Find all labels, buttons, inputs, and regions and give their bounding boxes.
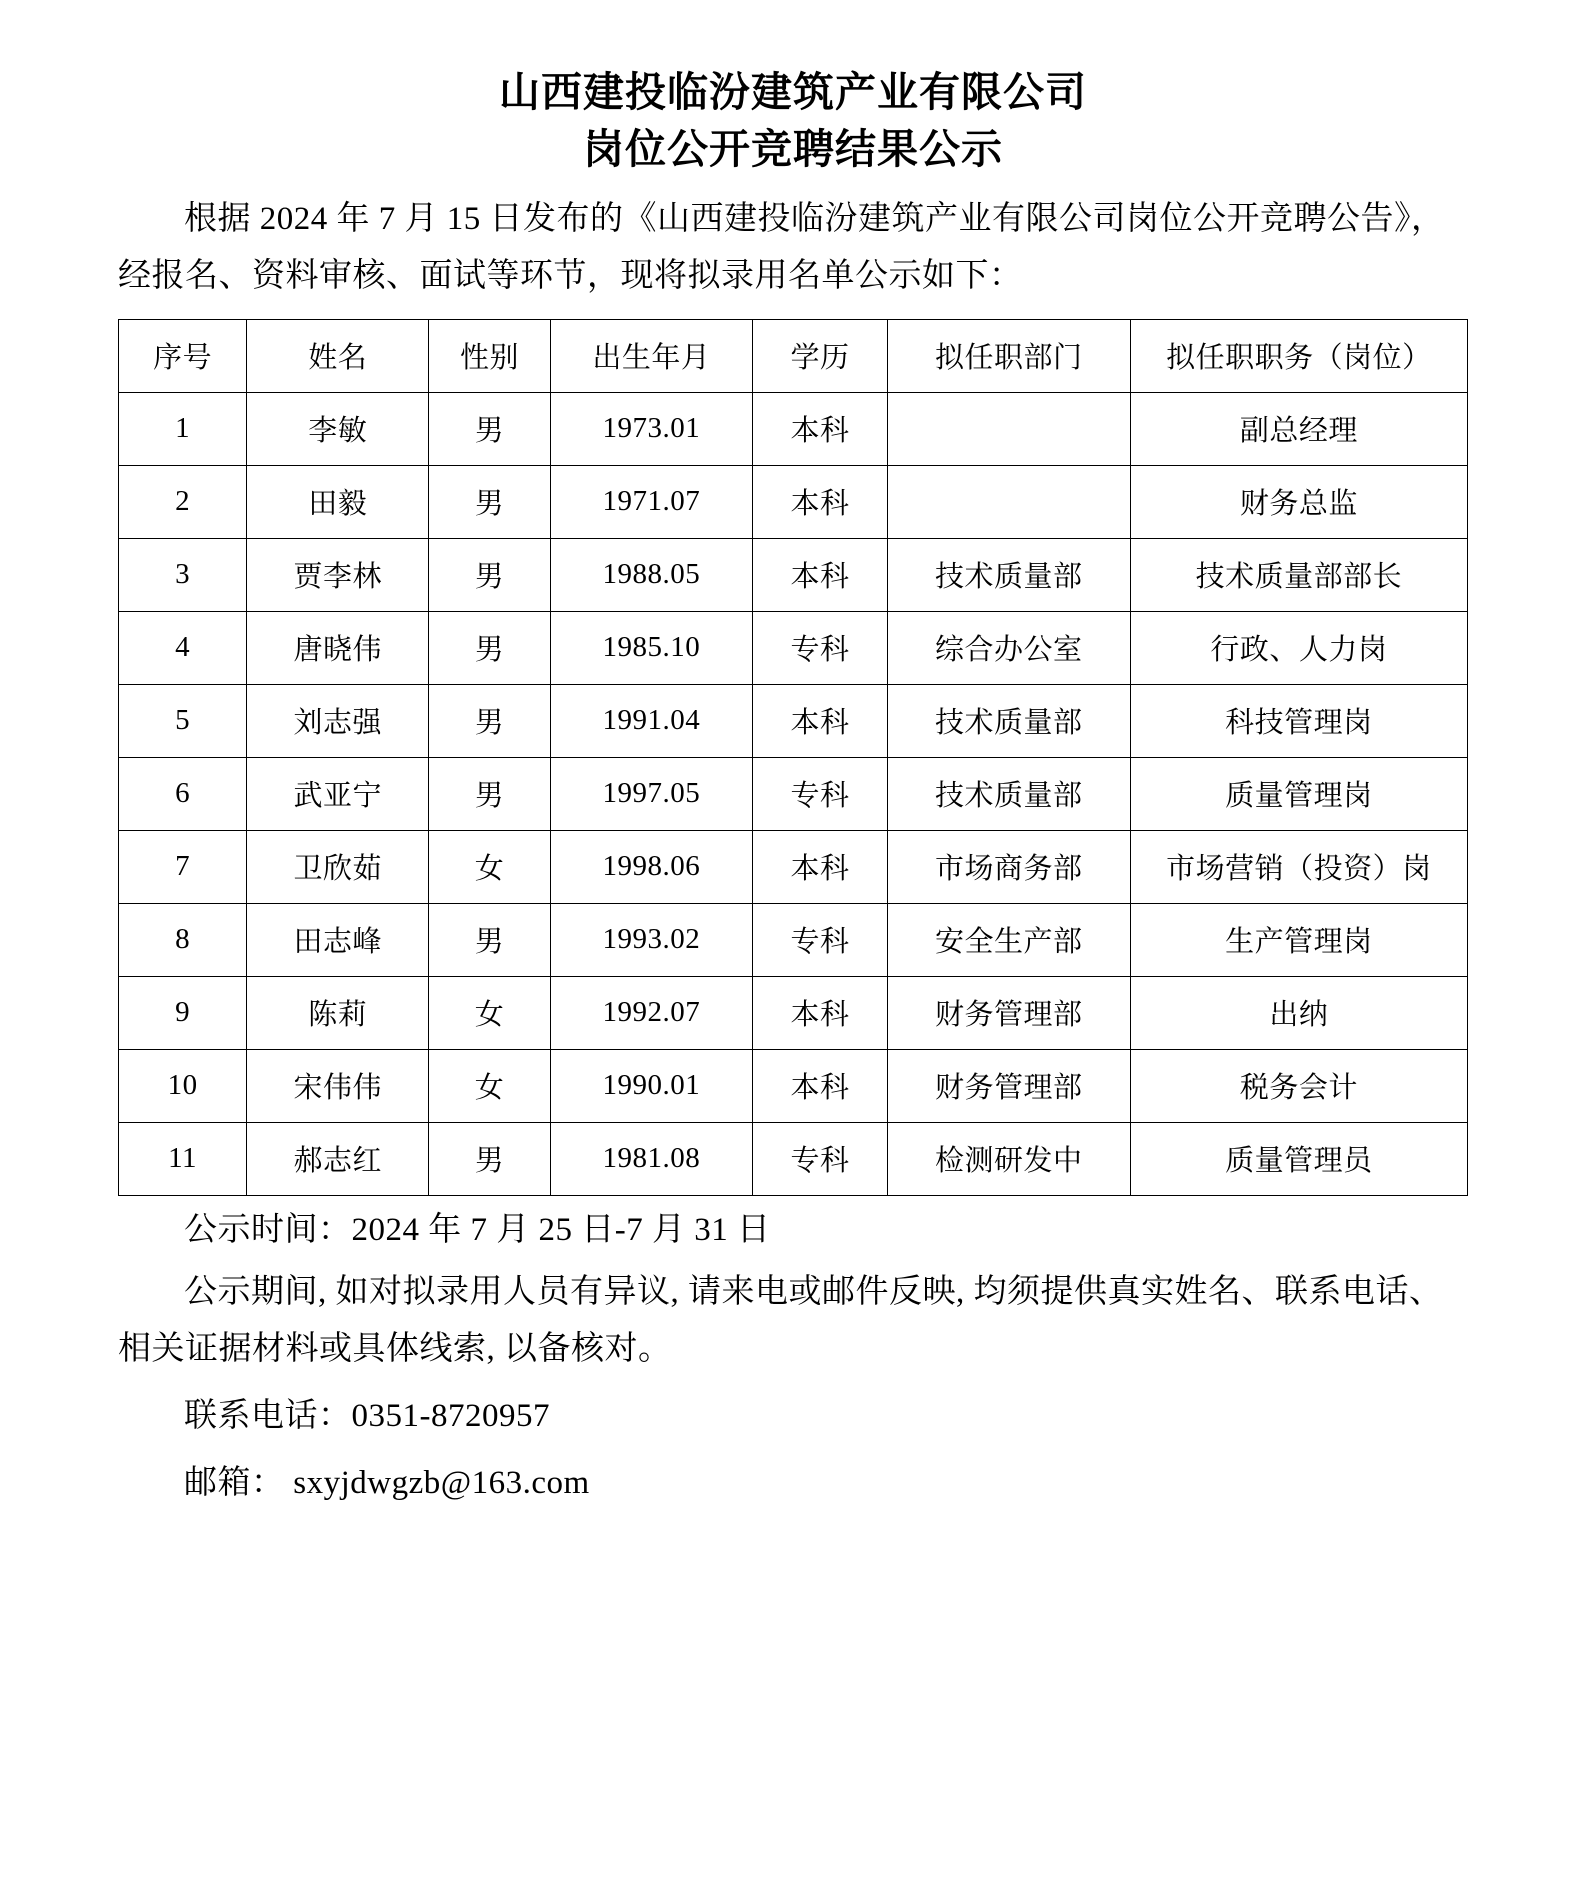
cell-department: 综合办公室 bbox=[887, 611, 1130, 684]
cell-index: 11 bbox=[119, 1122, 247, 1195]
table-header-row bbox=[119, 319, 1468, 392]
cell-sex: 男 bbox=[429, 392, 550, 465]
cell-birth: 1990.01 bbox=[550, 1049, 752, 1122]
cell-department bbox=[887, 392, 1130, 465]
cell-index: 9 bbox=[119, 976, 247, 1049]
contact-phone: 联系电话：0351-8720957 bbox=[184, 1397, 550, 1434]
cell-position: 技术质量部部长 bbox=[1130, 538, 1467, 611]
cell-sex: 男 bbox=[429, 1122, 550, 1195]
table-row bbox=[119, 1049, 1468, 1122]
cell-position: 质量管理岗 bbox=[1130, 757, 1467, 830]
column-header-name: 姓名 bbox=[247, 319, 429, 392]
table-row bbox=[119, 611, 1468, 684]
cell-name: 宋伟伟 bbox=[247, 1049, 429, 1122]
table-row bbox=[119, 903, 1468, 976]
cell-position: 财务总监 bbox=[1130, 465, 1467, 538]
cell-department: 技术质量部 bbox=[887, 538, 1130, 611]
cell-education: 专科 bbox=[753, 757, 888, 830]
cell-position: 副总经理 bbox=[1130, 392, 1467, 465]
column-header-sex: 性别 bbox=[429, 319, 550, 392]
cell-index: 7 bbox=[119, 830, 247, 903]
cell-department: 财务管理部 bbox=[887, 1049, 1130, 1122]
contact-email: 邮箱： sxyjdwgzb@163.com bbox=[184, 1464, 590, 1501]
column-header-department: 拟任职部门 bbox=[887, 319, 1130, 392]
cell-name: 卫欣茹 bbox=[247, 830, 429, 903]
cell-education: 本科 bbox=[753, 392, 888, 465]
cell-department: 检测研发中 bbox=[887, 1122, 1130, 1195]
cell-education: 专科 bbox=[753, 1122, 888, 1195]
page-title bbox=[118, 64, 1468, 177]
cell-education: 专科 bbox=[753, 611, 888, 684]
cell-index: 3 bbox=[119, 538, 247, 611]
cell-sex: 男 bbox=[429, 538, 550, 611]
table-row bbox=[119, 757, 1468, 830]
cell-education: 专科 bbox=[753, 903, 888, 976]
column-header-position: 拟任职职务（岗位） bbox=[1130, 319, 1467, 392]
cell-department: 市场商务部 bbox=[887, 830, 1130, 903]
cell-birth: 1988.05 bbox=[550, 538, 752, 611]
cell-sex: 女 bbox=[429, 1049, 550, 1122]
cell-birth: 1993.02 bbox=[550, 903, 752, 976]
cell-department: 技术质量部 bbox=[887, 757, 1130, 830]
cell-position: 市场营销（投资）岗 bbox=[1130, 830, 1467, 903]
cell-sex: 女 bbox=[429, 830, 550, 903]
table-row bbox=[119, 976, 1468, 1049]
cell-education: 本科 bbox=[753, 1049, 888, 1122]
objection-notice bbox=[118, 1264, 1468, 1378]
cell-index: 1 bbox=[119, 392, 247, 465]
cell-birth: 1985.10 bbox=[550, 611, 752, 684]
cell-index: 4 bbox=[119, 611, 247, 684]
cell-sex: 男 bbox=[429, 684, 550, 757]
cell-index: 10 bbox=[119, 1049, 247, 1122]
cell-position: 出纳 bbox=[1130, 976, 1467, 1049]
cell-name: 武亚宁 bbox=[247, 757, 429, 830]
cell-name: 刘志强 bbox=[247, 684, 429, 757]
cell-education: 本科 bbox=[753, 830, 888, 903]
cell-birth: 1973.01 bbox=[550, 392, 752, 465]
cell-sex: 女 bbox=[429, 976, 550, 1049]
cell-department: 安全生产部 bbox=[887, 903, 1130, 976]
intro-paragraph: 根据 2024 年 7 月 15 日发布的《山西建投临汾建筑产业有限公司岗位公开竞聘公告》，经报名、资料审核、面试等环节，现将拟录用名单公示如下： bbox=[118, 201, 1445, 294]
cell-birth: 1998.06 bbox=[550, 830, 752, 903]
cell-sex: 男 bbox=[429, 903, 550, 976]
cell-name: 田志峰 bbox=[247, 903, 429, 976]
cell-index: 5 bbox=[119, 684, 247, 757]
cell-name: 唐晓伟 bbox=[247, 611, 429, 684]
cell-birth: 1992.07 bbox=[550, 976, 752, 1049]
table-row bbox=[119, 538, 1468, 611]
column-header-education: 学历 bbox=[753, 319, 888, 392]
cell-position: 科技管理岗 bbox=[1130, 684, 1467, 757]
cell-position: 生产管理岗 bbox=[1130, 903, 1467, 976]
cell-name: 田毅 bbox=[247, 465, 429, 538]
cell-birth: 1997.05 bbox=[550, 757, 752, 830]
cell-index: 8 bbox=[119, 903, 247, 976]
cell-sex: 男 bbox=[429, 611, 550, 684]
cell-education: 本科 bbox=[753, 538, 888, 611]
cell-position: 行政、人力岗 bbox=[1130, 611, 1467, 684]
cell-name: 陈莉 bbox=[247, 976, 429, 1049]
cell-education: 本科 bbox=[753, 465, 888, 538]
table-row bbox=[119, 392, 1468, 465]
table-row bbox=[119, 830, 1468, 903]
cell-position: 税务会计 bbox=[1130, 1049, 1467, 1122]
cell-sex: 男 bbox=[429, 465, 550, 538]
cell-index: 6 bbox=[119, 757, 247, 830]
page-title-line-1: 山西建投临汾建筑产业有限公司 bbox=[499, 68, 1087, 116]
cell-name: 李敏 bbox=[247, 392, 429, 465]
publicity-period: 公示时间：2024 年 7 月 25 日-7 月 31 日 bbox=[184, 1211, 771, 1248]
cell-education: 本科 bbox=[753, 684, 888, 757]
column-header-index: 序号 bbox=[119, 319, 247, 392]
cell-department bbox=[887, 465, 1130, 538]
candidates-table bbox=[118, 319, 1468, 1196]
cell-index: 2 bbox=[119, 465, 247, 538]
cell-department: 技术质量部 bbox=[887, 684, 1130, 757]
table-row bbox=[119, 1122, 1468, 1195]
column-header-birth: 出生年月 bbox=[550, 319, 752, 392]
cell-department: 财务管理部 bbox=[887, 976, 1130, 1049]
page-title-line-2: 岗位公开竞聘结果公示 bbox=[583, 124, 1003, 173]
cell-birth: 1971.07 bbox=[550, 465, 752, 538]
cell-name: 郝志红 bbox=[247, 1122, 429, 1195]
cell-birth: 1991.04 bbox=[550, 684, 752, 757]
table-row bbox=[119, 465, 1468, 538]
cell-birth: 1981.08 bbox=[550, 1122, 752, 1195]
cell-education: 本科 bbox=[753, 976, 888, 1049]
table-row bbox=[119, 684, 1468, 757]
cell-sex: 男 bbox=[429, 757, 550, 830]
cell-name: 贾李林 bbox=[247, 538, 429, 611]
objection-notice-text: 公示期间, 如对拟录用人员有异议, 请来电或邮件反映, 均须提供真实姓名、联系电话、相关证据材料或具体线索, 以备核对。 bbox=[118, 1274, 1443, 1368]
cell-position: 质量管理员 bbox=[1130, 1122, 1467, 1195]
